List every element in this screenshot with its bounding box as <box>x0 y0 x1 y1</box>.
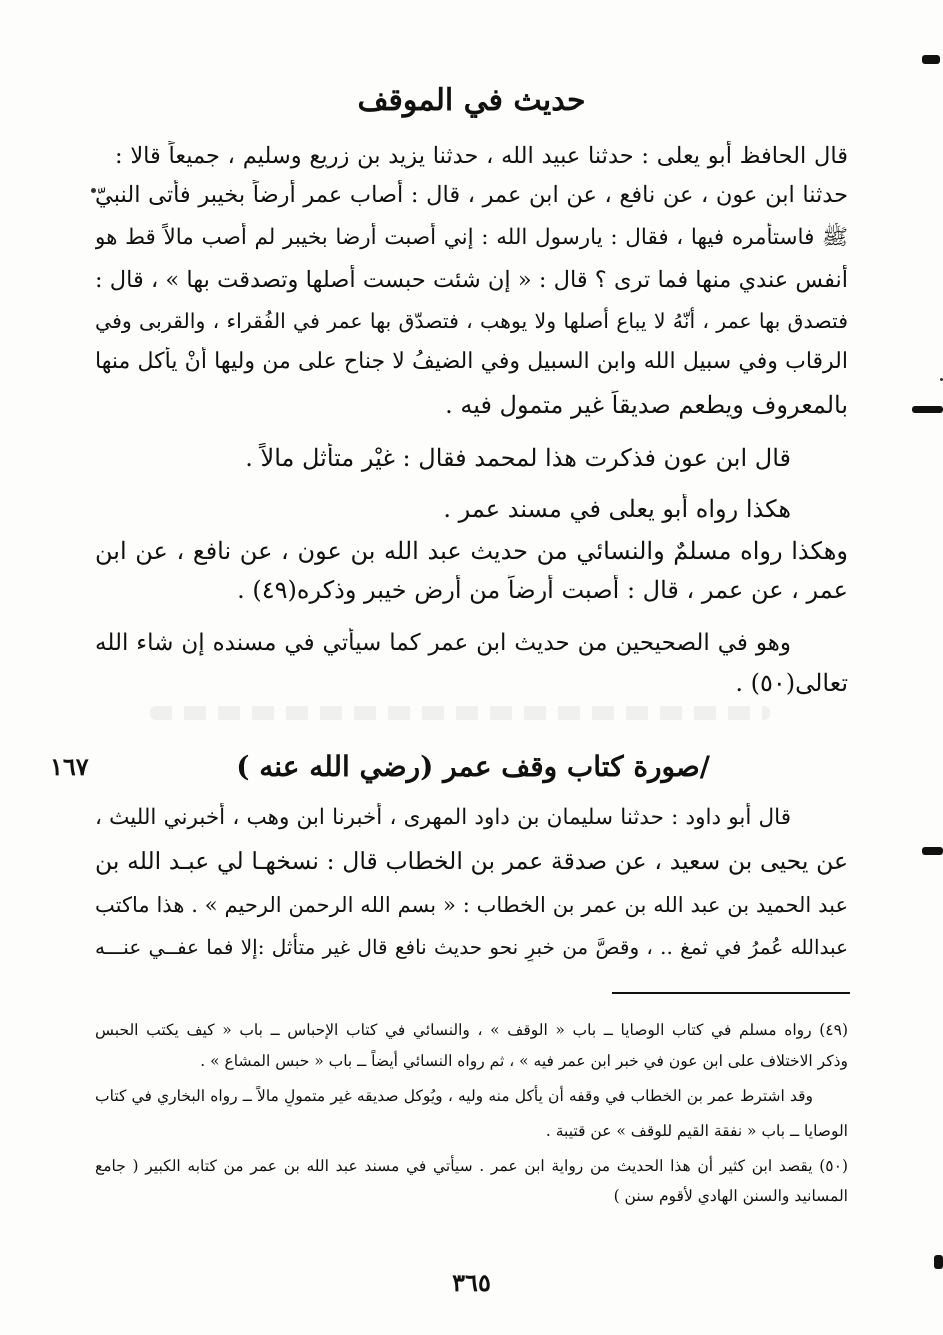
text-line: الرقاب وفي سبيل الله وابن السبيل وفي الضيفُ لا جناح على من وليها أنْ يأكل منها <box>95 349 848 374</box>
section-title-waqf-hadith: حديث في الموقف <box>357 83 586 118</box>
text-line: تعالى(٥٠) . <box>735 669 848 697</box>
margin-mark-middle <box>912 406 943 413</box>
text-line: ﷺ فاستأمره فيها ، فقال : يارسول الله : إني أصبت أرضا بخيبر لم أصب مالاً قط هو <box>95 225 848 250</box>
text-line: عمر ، عن عمر ، قال : أصبت أرضاً من أرض خيبر وذكره(٤٩) . <box>237 576 848 604</box>
margin-mark-top <box>922 55 940 64</box>
margin-mark-lower <box>922 847 943 855</box>
text-line: قال الحافظ أبو يعلى : حدثنا عبيد الله ، حدثنا يزيد بن زريع وسليم ، جميعاً قالا : <box>115 143 848 169</box>
text-line: وهو في الصحيحين من حديث ابن عمر كما سيأتي في مسنده إن شاء الله <box>95 630 791 656</box>
text-line: فتصدق بها عمر ، أنّهُ لا يباع أصلها ولا يوهب ، فتصدّق بها عمر في الفُقراء ، والقربى وفي <box>95 309 848 333</box>
footnote-line: وذكر الاختلاف على ابن عون في خبر ابن عمر فيه » ، ثم رواه النسائي أيضاً ــ باب « حبس المشاع » . <box>200 1052 848 1070</box>
footnote-separator <box>612 992 850 994</box>
text-line: عبدالله عُمرُ في ثمغ .. ، وقصَّ من خبرٍ نحو حديث نافع قال غير متأثل :إلا فما عفــي عنـــه <box>95 935 848 959</box>
text-line: حدثنا ابن عون ، عن نافع ، عن ابن عمر ، قال : أصاب عمر أرضاً بخيبر فأتى النبيّ <box>95 182 848 208</box>
footnote-line: (٤٩) رواه مسلم في كتاب الوصايا ــ باب « الوقف » ، والنسائي في كتاب الإحباس ــ باب « كيف يكتب الحبس <box>95 1021 848 1039</box>
text-line: قال ابن عون فذكرت هذا لمحمد فقال : غيْر متأثل مالاً . <box>245 444 791 472</box>
text-line: عن يحيى بن سعيد ، عن صدقة عمر بن الخطاب قال : نسخهـا لي عبـد الله بن <box>95 847 848 875</box>
text-line: أنفس عندي منها فما ترى ؟ قال : « إن شئت حبست أصلها وتصدقت بها » ، قال : <box>95 267 848 293</box>
text-line: بالمعروف ويطعم صديقاً غير متمول فيه . <box>445 391 848 419</box>
text-line: قال أبو داود : حدثنا سليمان بن داود المهرى ، أخبرنا ابن وهب ، أخبرني الليث ، <box>95 805 791 830</box>
page-number: ٣٦٥ <box>452 1268 491 1297</box>
margin-page-reference: ١٦٧ <box>50 752 89 781</box>
footnote-line: (٥٠) يقصد ابن كثير أن هذا الحديث من رواية ابن عمر . سيأتي في مسند عبد الله بن عمر من كتابه الكبير ( جامع <box>95 1157 848 1175</box>
bleed-through-smudge <box>150 706 770 720</box>
text-line: هكذا رواه أبو يعلى في مسند عمر . <box>443 495 791 523</box>
text-line: عبد الحميد بن عبد الله بن عمر بن الخطاب : « بسم الله الرحمن الرحيم » . هذا ماكتب <box>95 893 848 917</box>
section-title-umar-waqf-document: /صورة كتاب وقف عمر (رضي الله عنه ) <box>236 750 710 783</box>
footnote-line: وقد اشترط عمر بن الخطاب في وقفه أن يأكل منه وليه ، ويُوكل صديقه غير متمولٍ مالاً ــ رواه البخاري في كتاب <box>95 1087 813 1105</box>
margin-mark-bottom <box>934 1255 943 1269</box>
footnote-line: المسانيد والسنن الهادي لأقوم سنن ) <box>613 1187 848 1205</box>
text-line: وهكذا رواه مسلمٌ والنسائي من حديث عبد الله بن عون ، عن نافع ، عن ابن <box>95 537 848 565</box>
footnote-line: الوصايا ــ باب « نفقة القيم للوقف » عن قتيبة . <box>545 1122 848 1140</box>
